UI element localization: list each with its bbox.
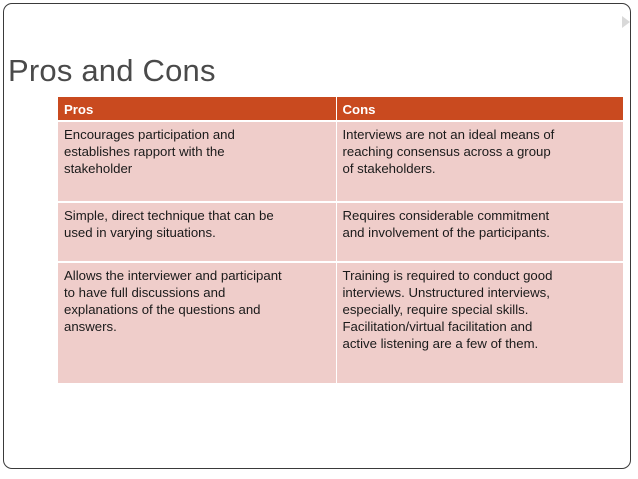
table-header-row <box>58 97 623 121</box>
cons-cell <box>336 262 623 383</box>
cons-cell-text: Training is required to conduct good interviews. Unstructured interviews, especially, require special skills. Facilitation/virtual facilitation and active listening are a few of them. <box>342 268 553 351</box>
pros-cons-table <box>58 97 623 383</box>
cons-cell-text: Requires considerable commitment and involvement of the participants. <box>342 208 550 240</box>
pros-cell <box>58 121 336 202</box>
pros-cell <box>58 262 336 383</box>
pros-cell-text: Encourages participation and establishes rapport with the stakeholder <box>64 127 235 176</box>
table-row <box>58 121 623 202</box>
slide-nav-arrow-icon[interactable] <box>622 16 630 28</box>
page-title: Pros and Cons <box>8 53 216 88</box>
pros-cell <box>58 202 336 262</box>
cons-cell <box>336 121 623 202</box>
pros-cell-text: Allows the interviewer and participant to have full discussions and explanations of the questions and answers. <box>64 268 282 334</box>
cons-header: Cons <box>336 97 623 121</box>
pros-header: Pros <box>58 97 336 121</box>
cons-cell-text: Interviews are not an ideal means of reaching consensus across a group of stakeholders. <box>342 127 555 176</box>
table-row <box>58 262 623 383</box>
table-row <box>58 202 623 262</box>
pros-cell-text: Simple, direct technique that can be used in varying situations. <box>64 208 274 240</box>
cons-cell <box>336 202 623 262</box>
